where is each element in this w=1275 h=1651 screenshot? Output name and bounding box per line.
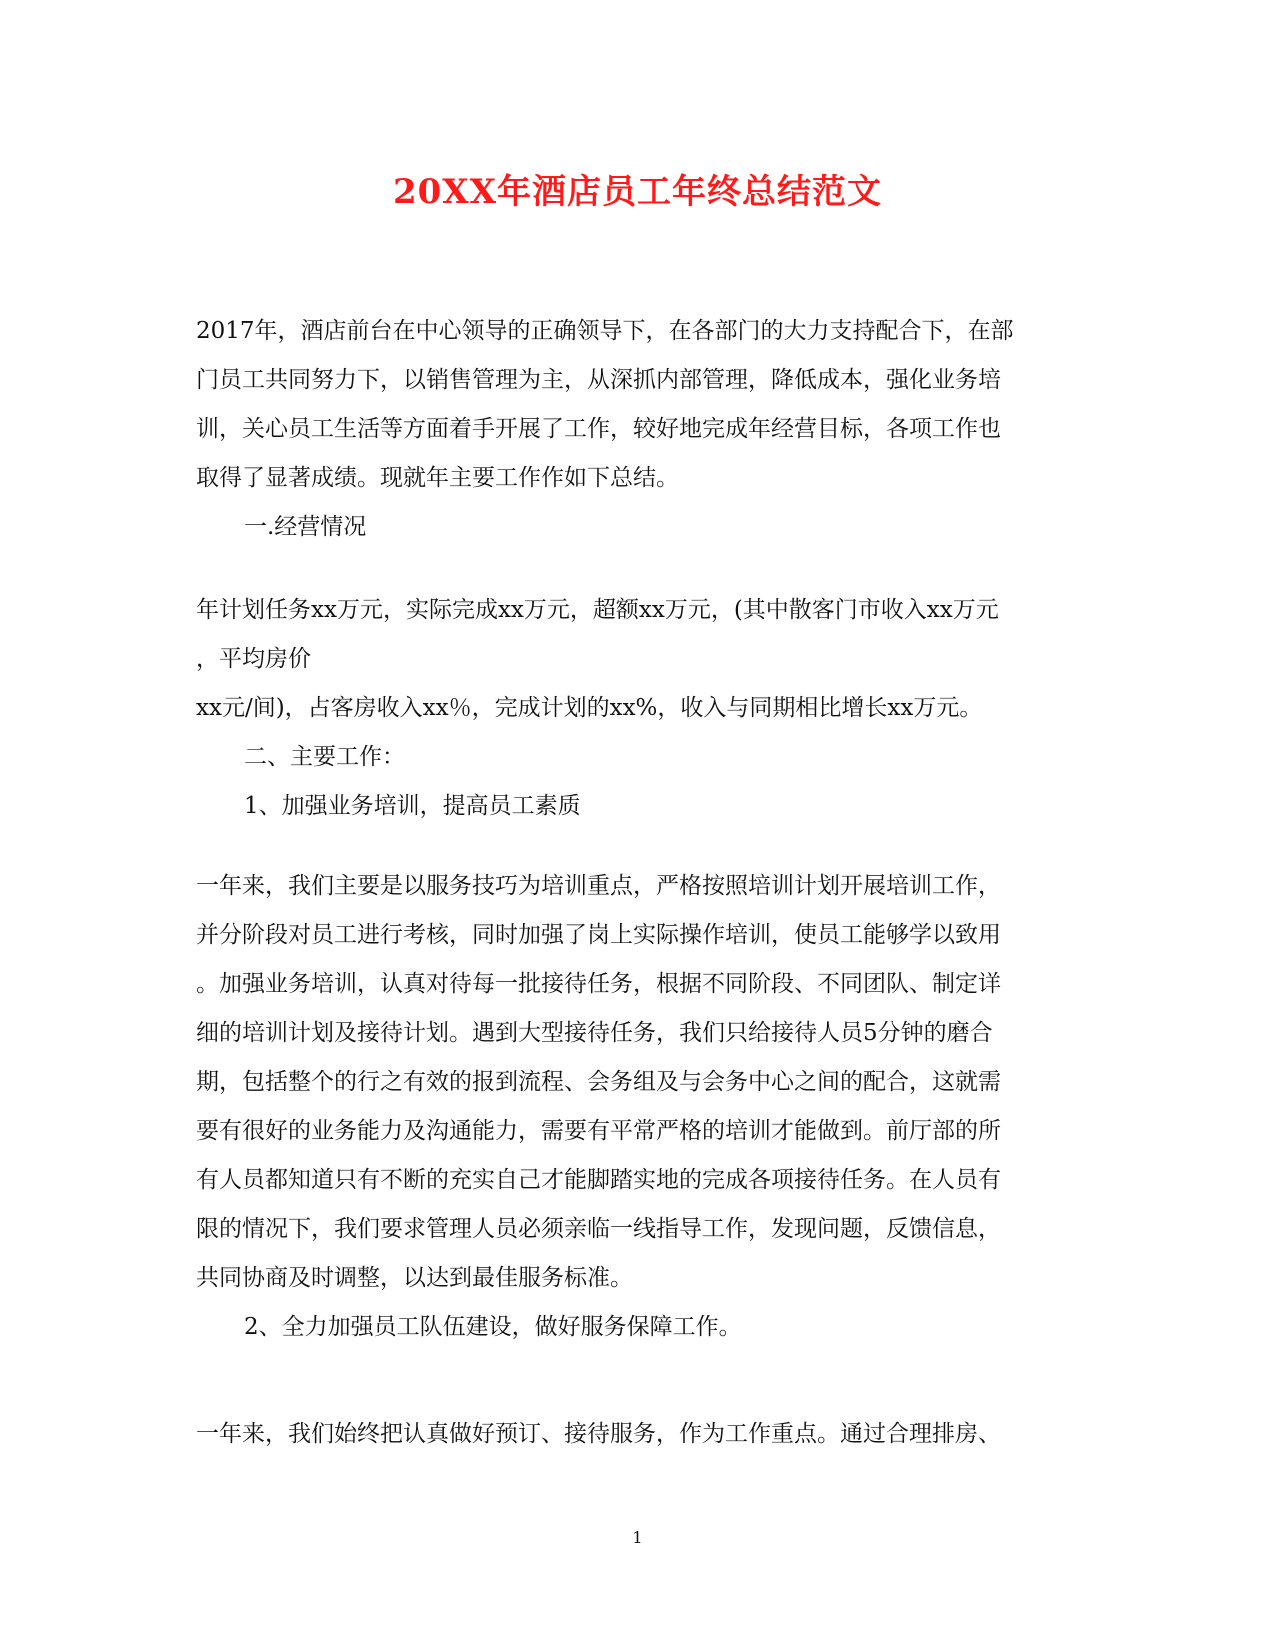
section-heading: 二、主要工作：: [244, 744, 405, 770]
text-line: 训，关心员工生活等方面着手开展了工作，较好地完成年经营目标，各项工作也: [196, 416, 1001, 442]
section-heading: 一.经营情况: [244, 514, 367, 540]
subsection-heading: 1、加强业务培训，提高员工素质: [244, 793, 581, 819]
text-line: 2017年，酒店前台在中心领导的正确领导下，在各部门的大力支持配合下，在部: [196, 318, 1014, 344]
item2-paragraph: [196, 1410, 1076, 1459]
text-line: xx元/间)，占客房收入xx％，完成计划的xx%，收入与同期相比增长xx万元。: [196, 695, 983, 721]
page-number: 1: [632, 1528, 643, 1547]
text-line: 并分阶段对员工进行考核，同时加强了岗上实际操作培训，使员工能够学以致用: [196, 922, 1001, 948]
text-line: ，平均房价: [196, 646, 311, 672]
text-line: 。加强业务培训，认真对待每一批接待任务，根据不同阶段、不同团队、制定详: [196, 971, 1001, 997]
text-line: 取得了显著成绩。现就年主要工作作如下总结。: [196, 465, 679, 491]
text-line: 有人员都知道只有不断的充实自己才能脚踏实地的完成各项接待任务。在人员有: [196, 1167, 1001, 1193]
section1-paragraph: [196, 586, 1076, 831]
text-line: 一年来，我们始终把认真做好预订、接待服务，作为工作重点。通过合理排房、: [196, 1421, 1001, 1447]
text-line: 限的情况下，我们要求管理人员必须亲临一线指导工作，发现问题，反馈信息，: [196, 1216, 1001, 1242]
item1-paragraph: [196, 862, 1076, 1352]
text-line: 年计划任务xx万元，实际完成xx万元，超额xx万元，(其中散客门市收入xx万元: [196, 597, 999, 623]
text-line: 细的培训计划及接待计划。遇到大型接待任务，我们只给接待人员5分钟的磨合: [196, 1020, 993, 1046]
text-line: 期，包括整个的行之有效的报到流程、会务组及与会务中心之间的配合，这就需: [196, 1069, 1001, 1095]
document-title: 20XX年酒店员工年终总结范文: [392, 172, 883, 212]
subsection-heading: 2、全力加强员工队伍建设，做好服务保障工作。: [244, 1314, 742, 1340]
text-line: 一年来，我们主要是以服务技巧为培训重点，严格按照培训计划开展培训工作，: [196, 873, 1001, 899]
intro-paragraph: [196, 307, 1076, 552]
text-line: 共同协商及时调整，以达到最佳服务标准。: [196, 1265, 633, 1291]
text-line: 门员工共同努力下，以销售管理为主，从深抓内部管理，降低成本，强化业务培: [196, 367, 1001, 393]
text-line: 要有很好的业务能力及沟通能力，需要有平常严格的培训才能做到。前厅部的所: [196, 1118, 1001, 1144]
